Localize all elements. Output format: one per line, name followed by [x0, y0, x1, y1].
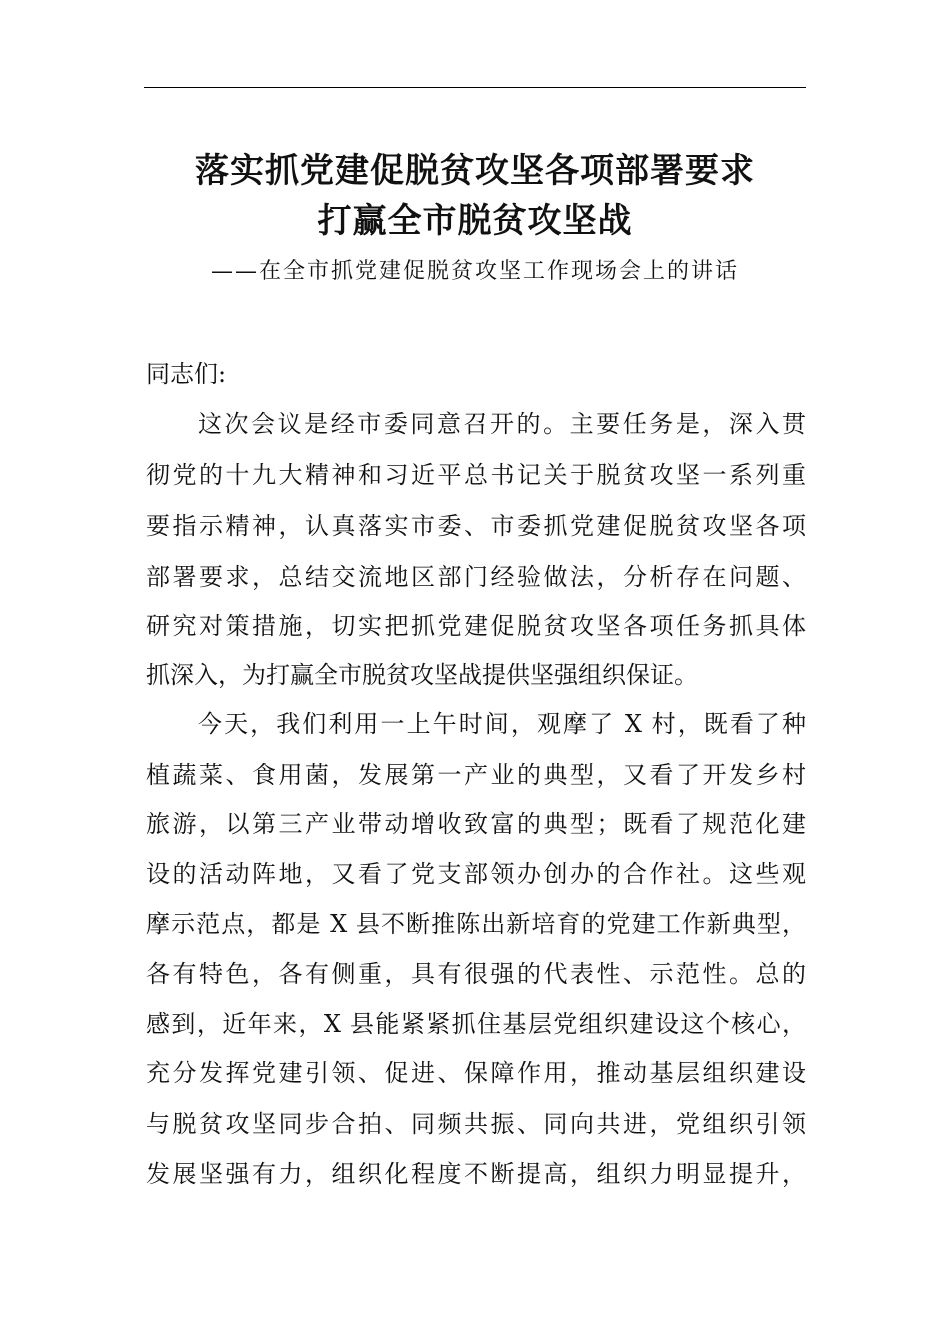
salutation: 同志们:	[146, 360, 227, 388]
paragraph-line: 彻党的十九大精神和习近平总书记关于脱贫攻坚一系列重	[146, 461, 806, 489]
paragraph-line: 各有特色，各有侧重，具有很强的代表性、示范性。总的	[146, 960, 806, 988]
paragraph-line: 植蔬菜、食用菌，发展第一产业的典型，又看了开发乡村	[146, 761, 806, 789]
document-subtitle: ——在全市抓党建促脱贫攻坚工作现场会上的讲话	[210, 259, 739, 284]
paragraph-line: 抓深入，为打赢全市脱贫攻坚战提供坚强组织保证。	[146, 661, 698, 689]
header-rule	[144, 87, 806, 88]
paragraph-line: 旅游，以第三产业带动增收致富的典型；既看了规范化建	[146, 810, 806, 838]
paragraph-line: 部署要求，总结交流地区部门经验做法，分析存在问题、	[146, 563, 806, 591]
paragraph-line: 与脱贫攻坚同步合拍、同频共振、同向共进，党组织引领	[146, 1110, 806, 1138]
document-title-line-2: 打赢全市脱贫攻坚战	[317, 201, 633, 241]
paragraph-line: 摩示范点，都是 X 县不断推陈出新培育的党建工作新典型，	[146, 910, 806, 938]
paragraph-line: 今天，我们利用一上午时间，观摩了 X 村，既看了种	[198, 710, 806, 738]
paragraph-line: 充分发挥党建引领、促进、保障作用，推动基层组织建设	[146, 1059, 806, 1087]
paragraph-line: 这次会议是经市委同意召开的。主要任务是，深入贯	[198, 410, 806, 438]
paragraph-line: 要指示精神，认真落实市委、市委抓党建促脱贫攻坚各项	[146, 512, 806, 540]
paragraph-line: 感到，近年来，X 县能紧紧抓住基层党组织建设这个核心，	[146, 1010, 806, 1038]
paragraph-line: 发展坚强有力，组织化程度不断提高，组织力明显提升，	[146, 1160, 806, 1188]
paragraph-line: 设的活动阵地，又看了党支部领办创办的合作社。这些观	[146, 860, 806, 888]
document-title-line-1: 落实抓党建促脱贫攻坚各项部署要求	[195, 151, 755, 191]
paragraph-line: 研究对策措施，切实把抓党建促脱贫攻坚各项任务抓具体	[146, 612, 806, 640]
